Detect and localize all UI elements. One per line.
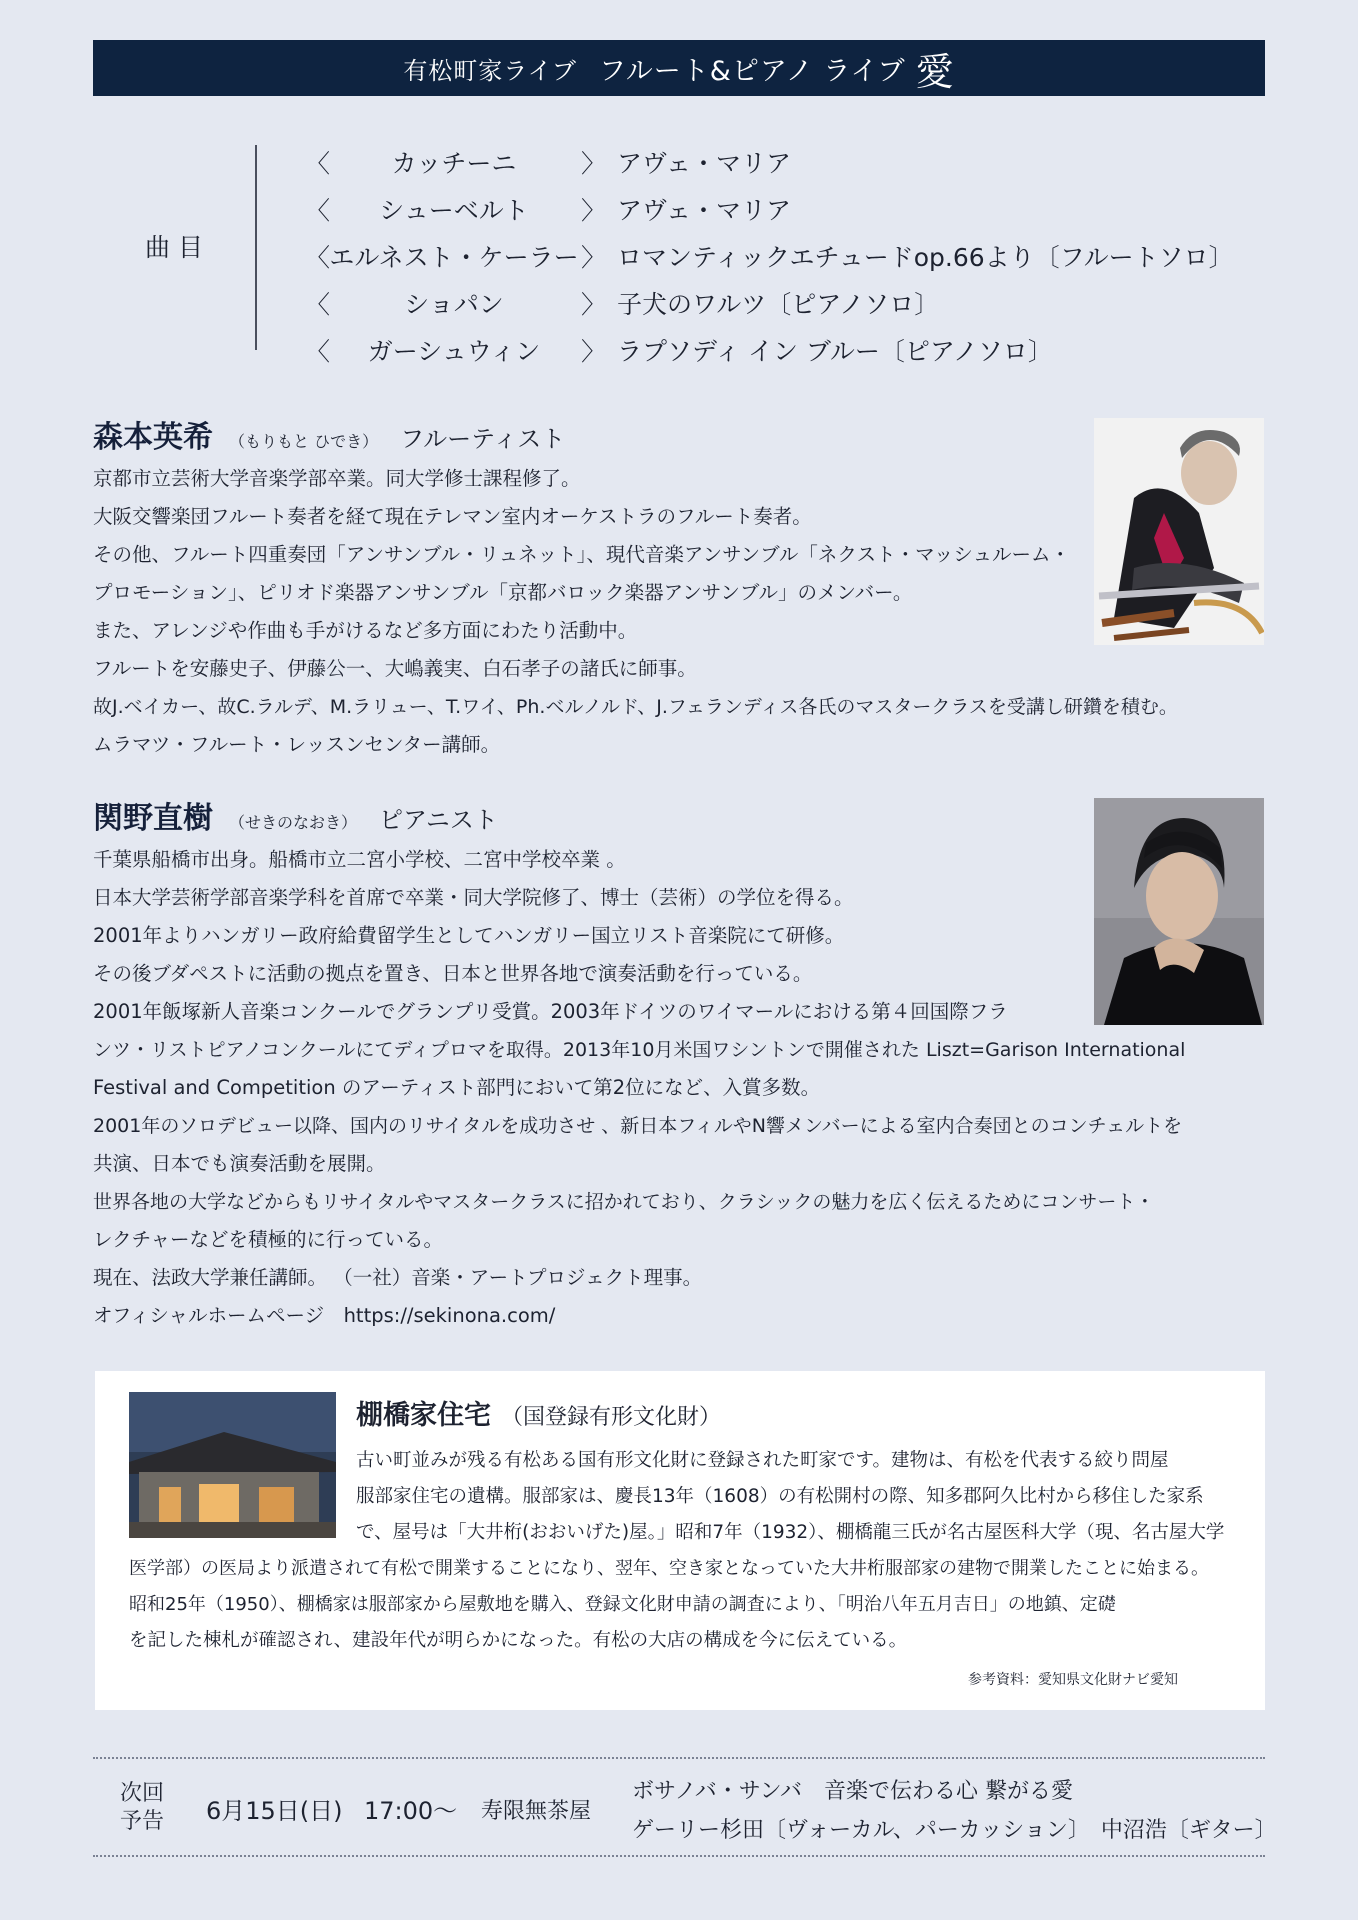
house-line: 古い町並みが残る有松ある国有形文化財に登録された町家です。建物は、有松を代表する絞り問屋	[356, 1450, 1169, 1471]
bio-line: Festival and Competition のアーティスト部門において第2位になど、入賞多数。	[93, 1076, 821, 1099]
bio-line: 現在、法政大学兼任講師。 （一社）音楽・アートプロジェクト理事。	[93, 1266, 703, 1289]
bio-line: 日本大学芸術学部音楽学科を首席で卒業・同大学院修了、博士（芸術）の学位を得る。	[93, 886, 854, 909]
bio-line: ムラマツ・フルート・レッスンセンター講師。	[93, 733, 501, 756]
program-divider	[255, 145, 257, 350]
bio-line: 2001年よりハンガリー政府給費留学生としてハンガリー国立リスト音楽院にて研修。	[93, 924, 845, 947]
composer-name: エルネスト・ケーラー	[329, 242, 579, 272]
composer-name: カッチーニ	[391, 148, 517, 178]
program-item: 〈 カッチーニ 〉 アヴェ・マリア	[305, 138, 1265, 185]
flutist-photo	[1094, 418, 1264, 645]
pianist-photo	[1094, 798, 1264, 1025]
bio-line: 2001年飯塚新人音楽コンクールでグランプリ受賞。2003年ドイツのワイマールにおける第４回国際フラ	[93, 1000, 1008, 1023]
program-list	[305, 138, 1265, 373]
house-reference: 参考資料：愛知県文化財ナビ愛知	[968, 1672, 1178, 1688]
next-venue: 寿限無茶屋	[481, 1799, 592, 1824]
bio-line: 世界各地の大学などからもリサイタルやマスタークラスに招かれており、クラシックの魅力を広く伝えるためにコンサート・	[93, 1191, 1155, 1213]
flutist-role: フルーティスト	[400, 425, 566, 453]
bio-line: プロモーション」、ピリオド楽器アンサンブル「京都バロック楽器アンサンブル」のメンバー。	[93, 581, 913, 604]
bio-line: その他、フルート四重奏団「アンサンブル・リュネット」、現代音楽アンサンブル「ネクスト・マッシュルーム・	[93, 543, 1070, 566]
program-item: 〈 ショパン 〉 子犬のワルツ〔ピアノソロ〕	[305, 279, 1265, 326]
house-description-top	[356, 1443, 1236, 1551]
next-performers: ゲーリー杉田〔ヴォーカル、パーカッション〕 中沼浩〔ギター〕	[632, 1818, 1277, 1843]
composer-name: ガーシュウィン	[367, 336, 541, 366]
next-label: 次回 予告	[120, 1781, 165, 1834]
bio-line: 共演、日本でも演奏活動を展開。	[93, 1152, 386, 1175]
piece-title: ラプソディ イン ブルー〔ピアノソロ〕	[617, 336, 1053, 366]
bio-line: 大阪交響楽団フルート奏者を経て現在テレマン室内オーケストラのフルート奏者。	[93, 505, 812, 528]
next-date: 6月15日(日)	[206, 1797, 343, 1825]
bio-line: フルートを安藤史子、伊藤公一、大嶋義実、白石孝子の諸氏に師事。	[93, 657, 697, 680]
house-photo	[129, 1392, 336, 1538]
program-item: 〈 エルネスト・ケーラー 〉 ロマンティックエチュードop.66より〔フルートソロ〕	[305, 232, 1265, 279]
bio-line: ンツ・リストピアノコンクールにてディプロマを取得。2013年10月米国ワシントンで開催された Liszt=Garison International	[93, 1039, 1186, 1061]
flutist-header	[93, 412, 565, 456]
composer-name: ショパン	[404, 289, 504, 319]
series-name: 有松町家ライブ	[403, 56, 577, 85]
house-subtitle: （国登録有形文化財）	[501, 1405, 722, 1430]
bio-line: 京都市立芸術大学音楽学部卒業。同大学修士課程修了。	[93, 467, 581, 490]
house-header	[356, 1393, 721, 1432]
piece-title: ロマンティックエチュードop.66より〔フルートソロ〕	[617, 242, 1234, 272]
program-heading: 曲目	[145, 233, 212, 262]
bio-line: オフィシャルホームページ https://sekinona.com/	[93, 1304, 556, 1327]
composer-name: シューベルト	[379, 195, 529, 225]
title-banner	[93, 40, 1265, 96]
event-title-accent: 愛	[915, 49, 955, 94]
house-line: 医学部）の医局より派遣されて有松で開業することになり、翌年、空き家となっていた大井桁服部家の建物で開業したことに始まる。	[129, 1558, 1209, 1579]
pianist-header	[93, 793, 498, 837]
bio-line: レクチャーなどを積極的に行っている。	[93, 1228, 444, 1251]
bio-line: 故J.ベイカー、故C.ラルデ、M.ラリュー、T.ワイ、Ph.ベルノルド、J.フェランディス各氏のマスタークラスを受講し研鑽を積む。	[93, 696, 1178, 718]
house-line: 服部家住宅の遺構。服部家は、慶長13年（1608）の有松開村の際、知多郡阿久比村から移住した家系	[356, 1486, 1204, 1507]
bio-line: その後ブダペストに活動の拠点を置き、日本と世界各地で演奏活動を行っている。	[93, 962, 813, 985]
program-item: 〈 シューベルト 〉 アヴェ・マリア	[305, 185, 1265, 232]
house-title: 棚橋家住宅	[356, 1400, 491, 1431]
pianist-name: 関野直樹	[93, 801, 213, 836]
pianist-reading: （せきのなおき）	[229, 813, 358, 832]
divider-top	[93, 1757, 1265, 1759]
bio-line: 2001年のソロデビュー以降、国内のリサイタルを成功させ 、新日本フィルやN響メンバーによる室内合奏団とのコンチェルトを	[93, 1115, 1183, 1137]
flutist-name: 森本英希	[93, 420, 213, 455]
bio-line: 千葉県船橋市出身。船橋市立二宮小学校、二宮中学校卒業 。	[93, 848, 626, 871]
house-description-bottom	[129, 1551, 1239, 1659]
piece-title: アヴェ・マリア	[617, 195, 792, 225]
next-time: 17:00～	[364, 1797, 458, 1825]
house-line: で、屋号は「大井桁(おおいげた)屋。」昭和7年（1932）、棚橋龍三氏が名古屋医科大学（現、名古屋大学	[356, 1522, 1225, 1543]
pianist-role: ピアニスト	[379, 806, 498, 834]
bio-line: また、アレンジや作曲も手がけるなど多方面にわたり活動中。	[93, 619, 638, 642]
next-program: ボサノバ・サンバ 音楽で伝わる心 繋がる愛	[632, 1779, 1074, 1804]
piece-title: 子犬のワルツ〔ピアノソロ〕	[617, 289, 940, 319]
flutist-reading: （もりもと ひでき）	[229, 432, 379, 451]
event-title: フルート&ピアノ ライブ	[598, 55, 906, 87]
house-line: を記した棟札が確認され、建設年代が明らかになった。有松の大店の構成を今に伝えている。	[129, 1630, 908, 1651]
house-line: 昭和25年（1950）、棚橋家は服部家から屋敷地を購入、登録文化財申請の調査により、「明治八年五月吉日」の地鎮、定礎	[129, 1594, 1116, 1615]
divider-bottom	[93, 1855, 1265, 1857]
piece-title: アヴェ・マリア	[617, 148, 792, 178]
program-item: 〈 ガーシュウィン 〉 ラプソディ イン ブルー〔ピアノソロ〕	[305, 326, 1265, 373]
